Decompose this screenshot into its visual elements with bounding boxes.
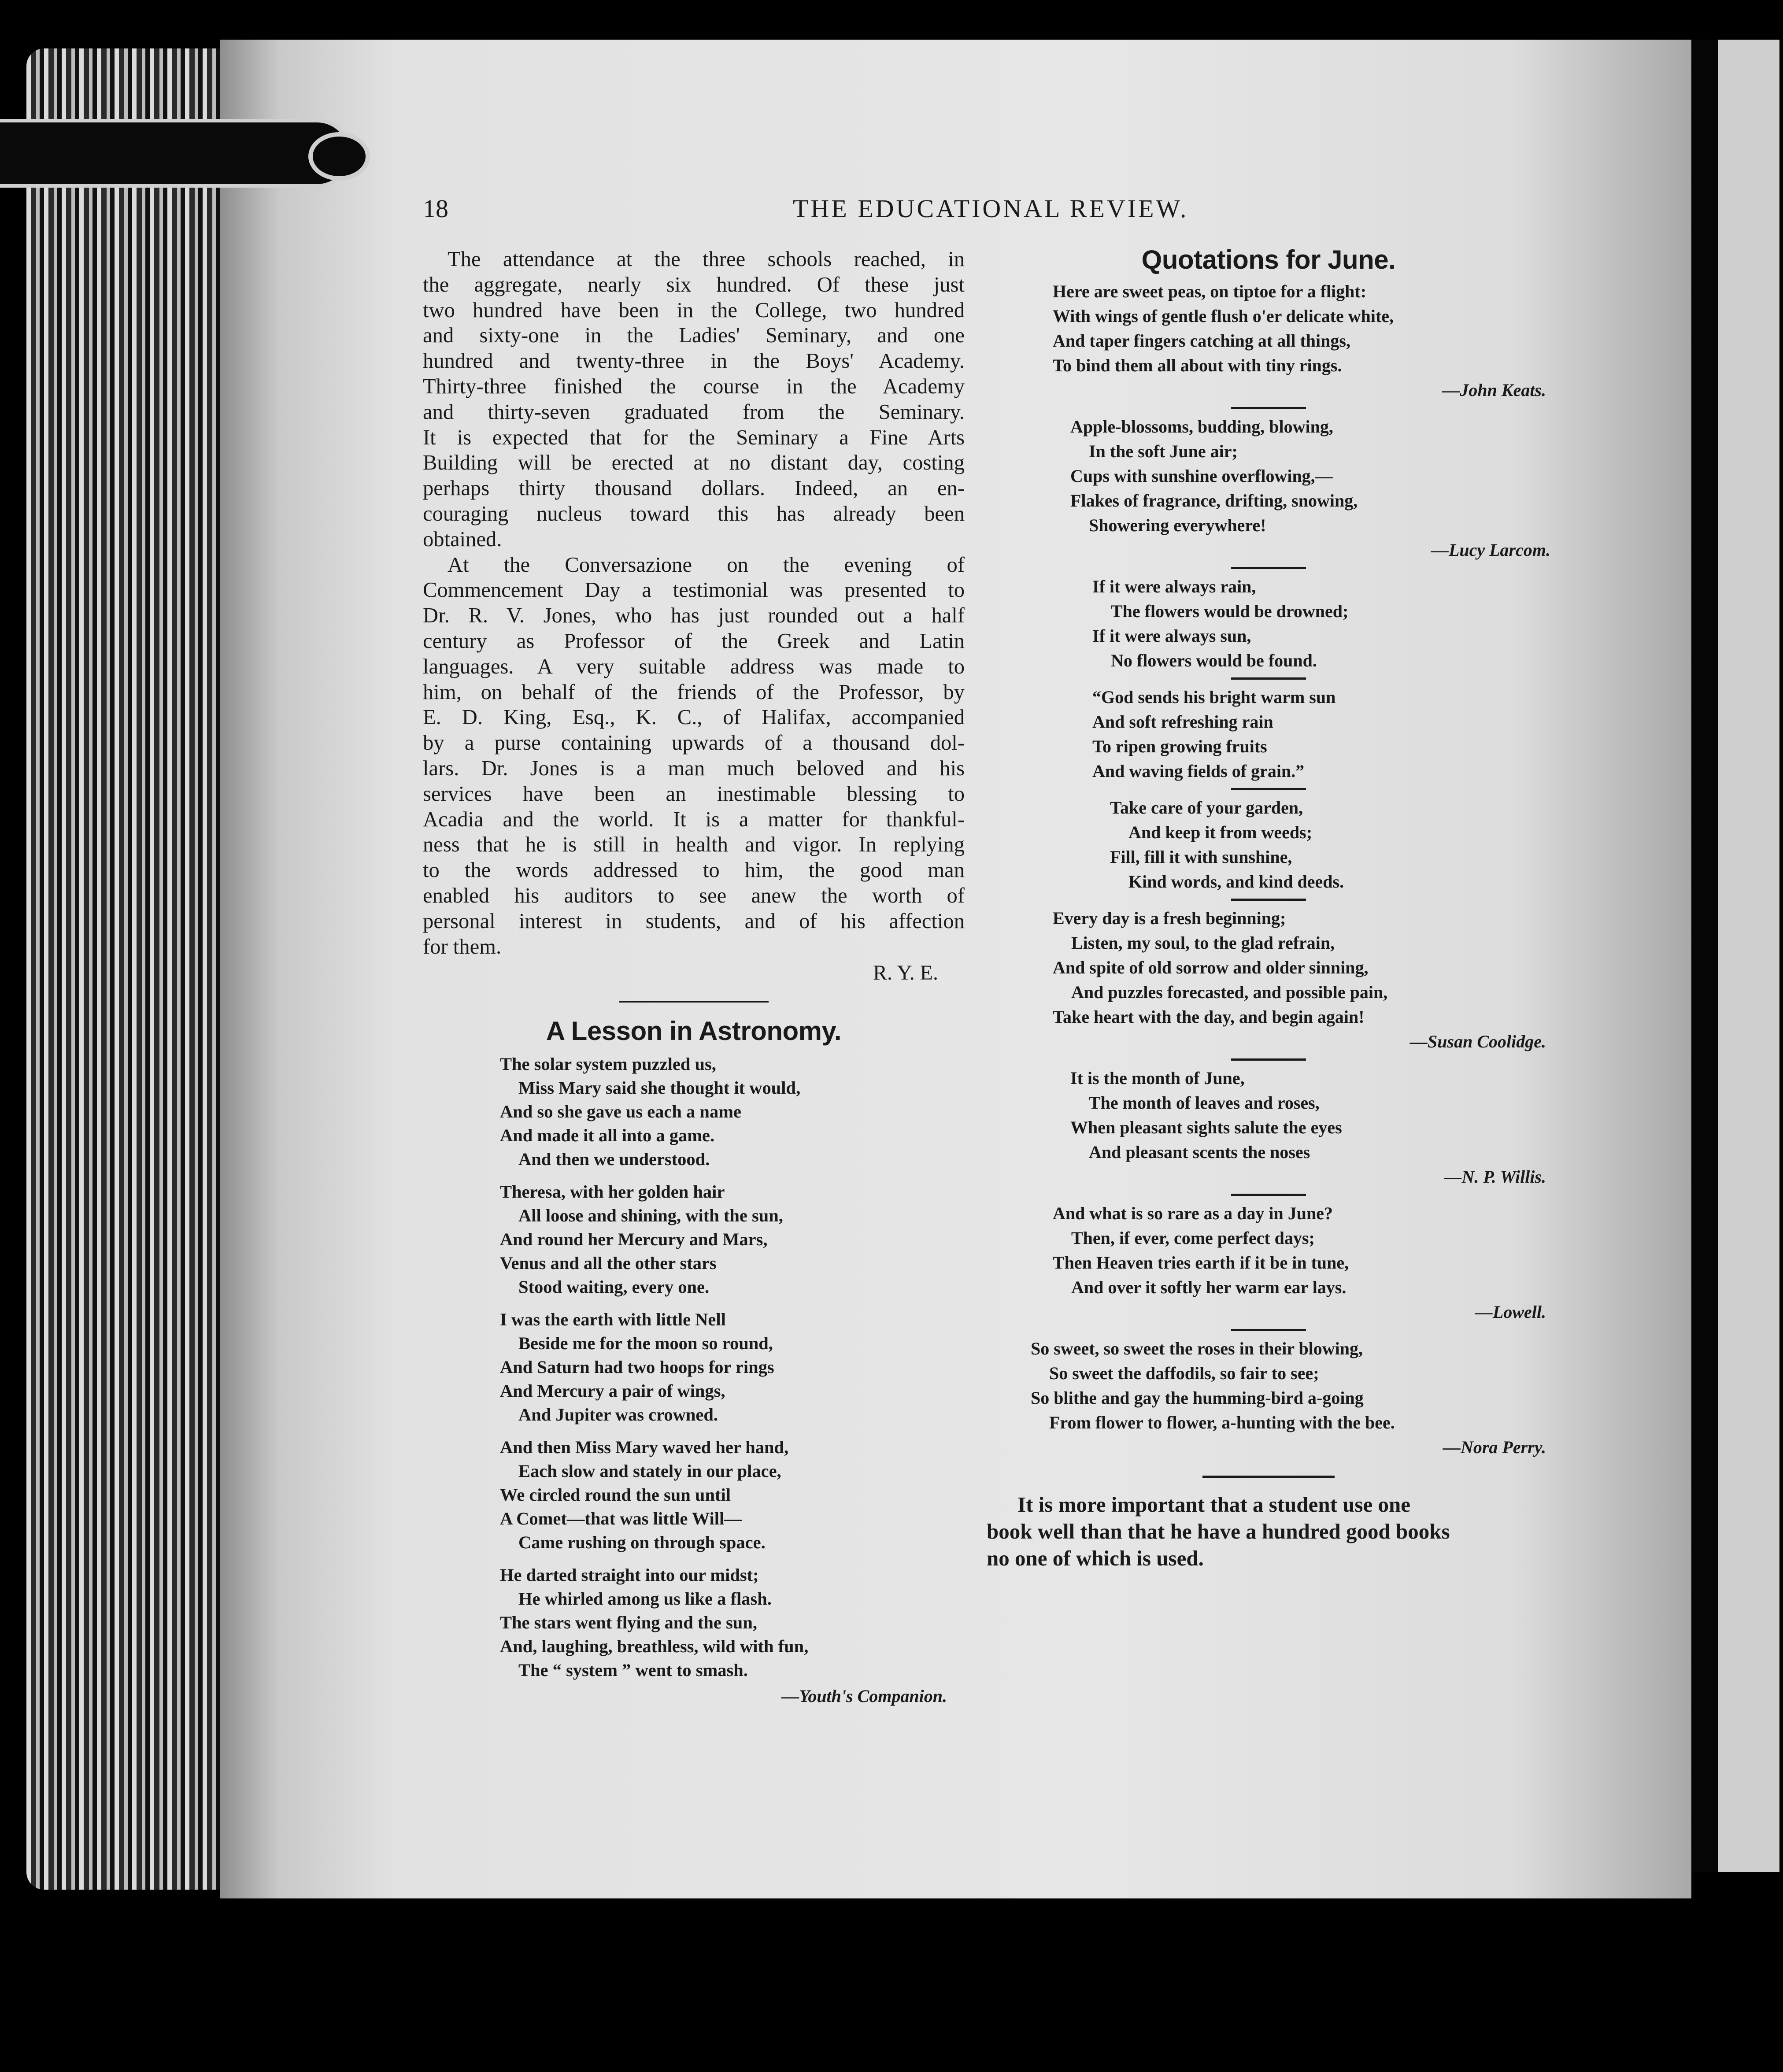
quote-divider xyxy=(1231,1058,1306,1061)
left-column xyxy=(423,247,965,1709)
quote-line: And what is so rare as a day in June? xyxy=(1053,1203,1333,1223)
text-line: and sixty-one in the Ladies' Seminary, and one xyxy=(423,323,965,348)
quote-line: So blithe and gay the humming-bird a-going xyxy=(1031,1388,1364,1408)
quotation-perry xyxy=(987,1336,1550,1435)
poem-line: And then we understood. xyxy=(518,1149,710,1169)
text-line: obtained. xyxy=(423,527,502,551)
poem-line: And round her Mercury and Mars, xyxy=(500,1229,768,1250)
quote-line: And soft refreshing rain xyxy=(1092,712,1273,732)
quotation-lowell xyxy=(987,1201,1550,1300)
text-line: for them. xyxy=(423,934,502,958)
poem-line: Each slow and stately in our place, xyxy=(518,1461,781,1481)
quotations-title: Quotations for June. xyxy=(1141,245,1396,274)
quote-line: And spite of old sorrow and older sinning, xyxy=(1053,958,1369,977)
quote-line: And puzzles forecasted, and possible pain, xyxy=(1071,982,1388,1002)
quotation-keats xyxy=(987,279,1550,378)
poem-line: And, laughing, breathless, wild with fun, xyxy=(500,1636,809,1657)
text-line: Building will be erected at no distant day, costing xyxy=(423,451,965,475)
quotation-garden xyxy=(987,796,1550,894)
text-line: Commencement Day a testimonial was presented to xyxy=(423,578,965,602)
poem-line: And then Miss Mary waved her hand, xyxy=(500,1437,789,1458)
poem-stanza xyxy=(500,1052,965,1171)
quote-divider xyxy=(1231,567,1306,569)
poem-line: And Saturn had two hoops for rings xyxy=(500,1357,774,1377)
attribution-keats: —John Keats. xyxy=(1442,380,1546,400)
poem-line: Theresa, with her golden hair xyxy=(500,1182,725,1202)
quote-line: No flowers would be found. xyxy=(1111,651,1317,670)
poem-line: Beside me for the moon so round, xyxy=(518,1333,773,1354)
right-column xyxy=(987,244,1550,1572)
text-line: The attendance at the three schools reached, in xyxy=(448,247,965,271)
text-line: hundred and twenty-three in the Boys' Academy. xyxy=(423,349,965,373)
page-clip-loop xyxy=(308,132,370,181)
book-page-edges xyxy=(26,48,220,1890)
text-line: Dr. R. V. Jones, who has just rounded out a half xyxy=(423,603,965,628)
lesson-title: A Lesson in Astronomy. xyxy=(546,1016,842,1046)
text-line: Thirty-three finished the course in the Academy xyxy=(423,374,965,398)
quote-divider xyxy=(1231,1329,1306,1331)
quotation-coolidge xyxy=(987,906,1550,1029)
text-line: him, on behalf of the friends of the Professor, by xyxy=(423,680,965,704)
quote-line: The flowers would be drowned; xyxy=(1111,601,1349,621)
text-line: enabled his auditors to see anew the worth of xyxy=(423,883,965,907)
poem-line: And so she gave us each a name xyxy=(500,1102,741,1122)
article-signoff: R. Y. E. xyxy=(873,961,938,985)
quote-line: Fill, fill it with sunshine, xyxy=(1110,847,1292,867)
quote-divider xyxy=(1231,1194,1306,1196)
quote-line: In the soft June air; xyxy=(1089,441,1238,461)
quote-line: Then, if ever, come perfect days; xyxy=(1071,1228,1315,1248)
lesson-poem xyxy=(423,1052,965,1682)
text-line: personal interest in students, and of his affection xyxy=(423,909,965,933)
quotation-rain xyxy=(987,574,1550,673)
closing-line: no one of which is used. xyxy=(987,1546,1204,1570)
quote-line: From flower to flower, a-hunting with the bee. xyxy=(1049,1413,1395,1432)
poem-line: And made it all into a game. xyxy=(500,1125,715,1146)
text-line: two hundred have been in the College, two hundred xyxy=(423,298,965,322)
quote-line: Every day is a fresh beginning; xyxy=(1053,908,1286,928)
quote-divider xyxy=(1231,899,1306,901)
quotation-willis xyxy=(987,1066,1550,1165)
quote-line: The month of leaves and roses, xyxy=(1089,1093,1320,1113)
poem-line: Miss Mary said she thought it would, xyxy=(518,1078,801,1098)
text-line: by a purse containing upwards of a thousand dol- xyxy=(423,731,965,755)
quote-line: To bind them all about with tiny rings. xyxy=(1053,355,1342,375)
text-line: perhaps thirty thousand dollars. Indeed, an en- xyxy=(423,476,965,500)
section-divider xyxy=(1202,1476,1335,1478)
text-line: ness that he is still in health and vigor. In replying xyxy=(423,832,965,857)
text-line: century as Professor of the Greek and Latin xyxy=(423,629,965,653)
poem-line: And Jupiter was crowned. xyxy=(518,1405,718,1425)
attribution-larcom: —Lucy Larcom. xyxy=(1431,540,1550,560)
section-divider xyxy=(619,1001,769,1003)
text-line: to the words addressed to him, the good man xyxy=(423,858,965,882)
text-line: Acadia and the world. It is a matter for thankful- xyxy=(423,807,965,831)
quote-line: Listen, my soul, to the glad refrain, xyxy=(1071,933,1335,953)
attribution-perry: —Nora Perry. xyxy=(1443,1437,1546,1457)
poem-line: He darted straight into our midst; xyxy=(500,1565,759,1585)
quote-line: If it were always sun, xyxy=(1092,626,1251,646)
text-line: couraging nucleus toward this has already been xyxy=(423,501,965,525)
quote-line: Take care of your garden, xyxy=(1110,798,1303,818)
poem-stanza xyxy=(500,1563,965,1682)
quote-line: Here are sweet peas, on tiptoe for a flight: xyxy=(1053,281,1367,301)
poem-line: Venus and all the other stars xyxy=(500,1253,717,1273)
text-line: services have been an inestimable blessing to xyxy=(423,781,965,806)
attribution-lowell: —Lowell. xyxy=(1475,1302,1546,1322)
quote-line: To ripen growing fruits xyxy=(1092,736,1267,756)
quote-line: So sweet the daffodils, so fair to see; xyxy=(1049,1363,1319,1383)
running-head xyxy=(423,194,1436,229)
text-line: languages. A very suitable address was made to xyxy=(423,654,965,678)
poem-line: He whirled among us like a flash. xyxy=(518,1589,772,1609)
poem-line: I was the earth with little Nell xyxy=(500,1310,726,1330)
page-number: 18 xyxy=(423,194,448,223)
quote-divider xyxy=(1231,788,1306,790)
closing-line: book well than that he have a hundred good books xyxy=(987,1519,1450,1543)
quote-line: And waving fields of grain.” xyxy=(1092,761,1305,781)
poem-line: The stars went flying and the sun, xyxy=(500,1613,757,1633)
quote-line: Showering everywhere! xyxy=(1089,515,1266,535)
poem-stanza xyxy=(500,1180,965,1299)
quote-line: And over it softly her warm ear lays. xyxy=(1071,1277,1346,1297)
text-line: It is expected that for the Seminary a Fine Arts xyxy=(423,425,965,449)
quotation-larcom xyxy=(987,414,1550,538)
closing-line: It is more important that a student use one xyxy=(1017,1492,1410,1517)
text-line: and thirty-seven graduated from the Seminary. xyxy=(423,400,965,424)
quote-line: With wings of gentle flush o'er delicate white, xyxy=(1053,306,1394,326)
quote-line: Apple-blossoms, budding, blowing, xyxy=(1070,417,1333,437)
poem-line: Stood waiting, every one. xyxy=(518,1277,710,1297)
quote-line: Cups with sunshine overflowing,— xyxy=(1070,466,1333,486)
quote-line: Take heart with the day, and begin again! xyxy=(1053,1007,1365,1027)
page-clip xyxy=(0,119,351,188)
poem-line: Came rushing on through space. xyxy=(518,1532,766,1553)
poem-line: All loose and shining, with the sun, xyxy=(518,1206,783,1226)
poem-line: We circled round the sun until xyxy=(500,1485,731,1505)
quote-line: Kind words, and kind deeds. xyxy=(1128,872,1344,892)
quote-line: And keep it from weeds; xyxy=(1128,822,1313,842)
poem-line: A Comet—that was little Will— xyxy=(500,1509,742,1529)
quote-divider xyxy=(1231,407,1306,409)
article-paragraph-1 xyxy=(423,247,965,552)
quote-line: And pleasant scents the noses xyxy=(1089,1142,1310,1162)
quote-line: If it were always rain, xyxy=(1092,577,1256,596)
poem-stanza xyxy=(500,1308,965,1427)
quote-line: When pleasant sights salute the eyes xyxy=(1070,1117,1342,1137)
article-paragraph-2 xyxy=(423,552,965,960)
poem-stanza xyxy=(500,1436,965,1554)
journal-title: THE EDUCATIONAL REVIEW. xyxy=(793,194,1189,223)
poem-line: The solar system puzzled us, xyxy=(500,1054,716,1074)
quote-line: It is the month of June, xyxy=(1070,1068,1245,1088)
attribution-willis: —N. P. Willis. xyxy=(1444,1167,1546,1187)
text-line: At the Conversazione on the evening of xyxy=(448,552,965,577)
quote-line: So sweet, so sweet the roses in their blowing, xyxy=(1031,1339,1363,1358)
poem-line: And Mercury a pair of wings, xyxy=(500,1381,725,1401)
quotation-sun xyxy=(987,685,1550,784)
facing-page-strip xyxy=(1691,40,1779,1872)
quote-line: Then Heaven tries earth if it be in tune, xyxy=(1053,1253,1349,1273)
quote-line: “God sends his bright warm sun xyxy=(1092,687,1336,707)
attribution-coolidge: —Susan Coolidge. xyxy=(1410,1032,1546,1051)
text-line: E. D. King, Esq., K. C., of Halifax, accompanied xyxy=(423,705,965,729)
poem-line: The “ system ” went to smash. xyxy=(518,1660,748,1680)
quote-line: And taper fingers catching at all things, xyxy=(1053,331,1350,351)
quote-line: Flakes of fragrance, drifting, snowing, xyxy=(1070,491,1358,511)
text-line: lars. Dr. Jones is a man much beloved and his xyxy=(423,756,965,780)
text-line: the aggregate, nearly six hundred. Of these just xyxy=(423,272,965,296)
quote-divider xyxy=(1231,677,1306,680)
lesson-attribution: —Youth's Companion. xyxy=(781,1686,947,1706)
closing-maxim xyxy=(987,1491,1550,1572)
